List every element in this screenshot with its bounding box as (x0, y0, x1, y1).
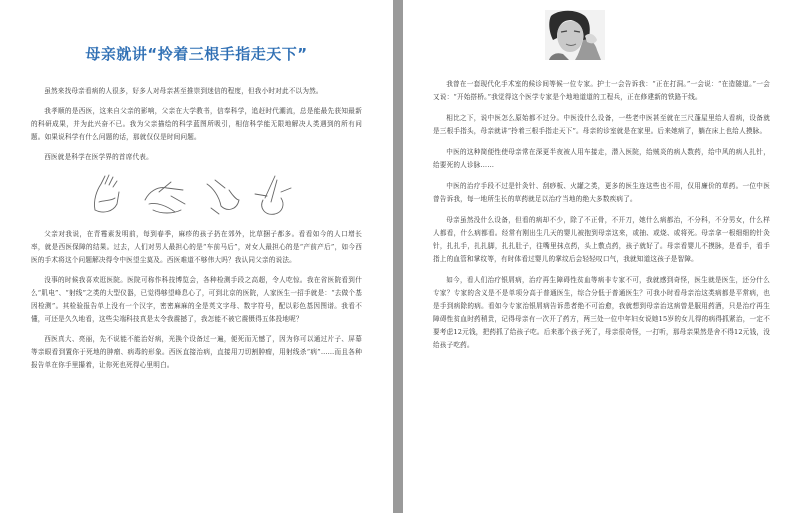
paragraph: 没事的时候我喜欢逛医院。医院可称作科技博览会，各种检测手段之高超，令人吃惊。我在省医院看到什么“肌电”、“射线”之类的大型仪器，已觉得够望峰息心了，可到北京的医院，人家医生一招手就是：“去做个基因检测”。其检验报告单上没有一个汉字，密密麻麻的全是英文字母、数字符号，配以彩色基因图谱。我看不懂，可还是久久地看，这些尖端科技真是太令我震撼了，我怎能不被它震慑得五体投地呢？ (31, 276, 362, 323)
woman-portrait-icon (545, 10, 605, 60)
paragraph: 虽然来找母亲看病的人很多，好多人对母亲甚至推崇到迷信的程度，但我小时对此不以为然。 (44, 87, 323, 95)
paragraph: 中医的这种简便性使母亲常在深更半夜被人用车接走，潜入医院，给贼炎的病人数药，给中风的病人扎针，给要死的人诊脉…… (433, 148, 770, 169)
paragraph: 我曾在一套现代化手术室的候诊间等候一位专家。护士一会告诉我：“正在打洞。”一会说：“在造隧道。”一会又说：“开始搭桥。”我觉得这个医学专家是个地地道道的工程兵，正在修建新的铁路干线。 (433, 80, 770, 101)
left-page (0, 0, 393, 513)
paragraph: 我孝顺的是西医，这来自父亲的影响，父亲在大学教书，信奉科学，追赶时代潮流，总是能最先获知最新的科研成果，并为此兴奋不已。我为父亲描绘的科学蓝图所吸引，相信科学能无限地解决人类遇到的所有问题。如果说科学有什么问题的话，那就仅仅是时间问题。 (31, 107, 362, 141)
hand-sketch-icon (87, 170, 307, 218)
hand-gesture-illustration (31, 170, 362, 218)
right-page (403, 0, 798, 513)
paragraph: 中医的治疗手段不过是针灸针、刮痧板、火罐之类，更多的医生连这些也不用，仅用廉价的草药。一位中医曾告诉我，每一地所生长的草药就足以治疗当地的绝大多数疾病了。 (433, 182, 770, 203)
portrait-photo (545, 10, 605, 60)
paragraph: 西医就是科学在医学界的首席代表。 (44, 153, 153, 161)
paragraph: 相比之下，说中医怎么原始都不过分。中医没什么设备，一些老中医甚至就在三尺蓬屋里给人看病，设备就是三根手指头，母亲就讲“拎着三根手指走天下”。母亲的诊室就是在家里。后来她病了，躺在床上也给人摸脉。 (433, 114, 770, 135)
paragraph: 母亲虽然没什么设备，但看的病却不少，除了不正骨，不开刀，她什么病都治，不分科，不分男女，什么样人都看，什么病都看。经常有刚出生几天的婴儿被抱到母亲这来，或抽、或烧、或将死。母亲拿一根细细的针灸针，扎扎手，扎扎脚，扎扎肚子，往嘴里抹点药，头上敷点药，孩子就好了。母亲看婴儿不摸脉，是看手，看手指上的血管和掌纹等，有时体看过婴儿的掌纹后会轻轻叹口气，我就知道这孩子是智障。 (433, 216, 770, 263)
paragraph: 如今，看人们治疗银屑病，治疗再生障碍性贫血等病非专家不可，我就感到奇怪，医生就是医生，还分什么专家？专家的含义是不是单项分高于普通医生，综合分低于普通医生？可我小时看母亲治这类病都是平常病，也是手到病除的病。看如今专家治银屑病告诉患者绝不可治愈，我就想到母亲治这病曾是服用药酒，只是治疗再生障碍性贫血时药稍贵，记得母亲有一次开了药方，两三处一位中年妇女说她15岁的女儿得的病得抓紧治，一定不要考虑12元钱，把药抓了给孩子吃。后来那个孩子死了，母亲很奇怪，一打听，那母亲果然是舍不得12元钱，没给孩子吃药。 (433, 276, 770, 349)
paragraph: 父亲对我说，在青霉素发明前，每到春季，麻疹的孩子扔在郊外，比草捆子都多。看看如今的人口增长率，就是西医保障的结果。过去，人们对男人最担心的是“车前马后”，对女人最担心的是“产前产后”，如今西医的手术将这个问题解决得令中医望尘莫及。西医难道不够伟大吗？我认同父亲的说法。 (31, 230, 362, 264)
article-title: 母亲就讲“拎着三根手指走天下” (85, 45, 308, 63)
paragraph: 西医真大、亮丽，先不说能不能治好病，光换个设备过一遍，便死而无憾了，因为你可以通过片子、屏幕等亲眼看到置你于死地的肿瘤、病毒的形象。西医直接治病，直接用刀切割肿瘤，用射线杀“病”……而且各种报告单在你手里攥着，让你死也死得心里明白。 (31, 335, 362, 369)
